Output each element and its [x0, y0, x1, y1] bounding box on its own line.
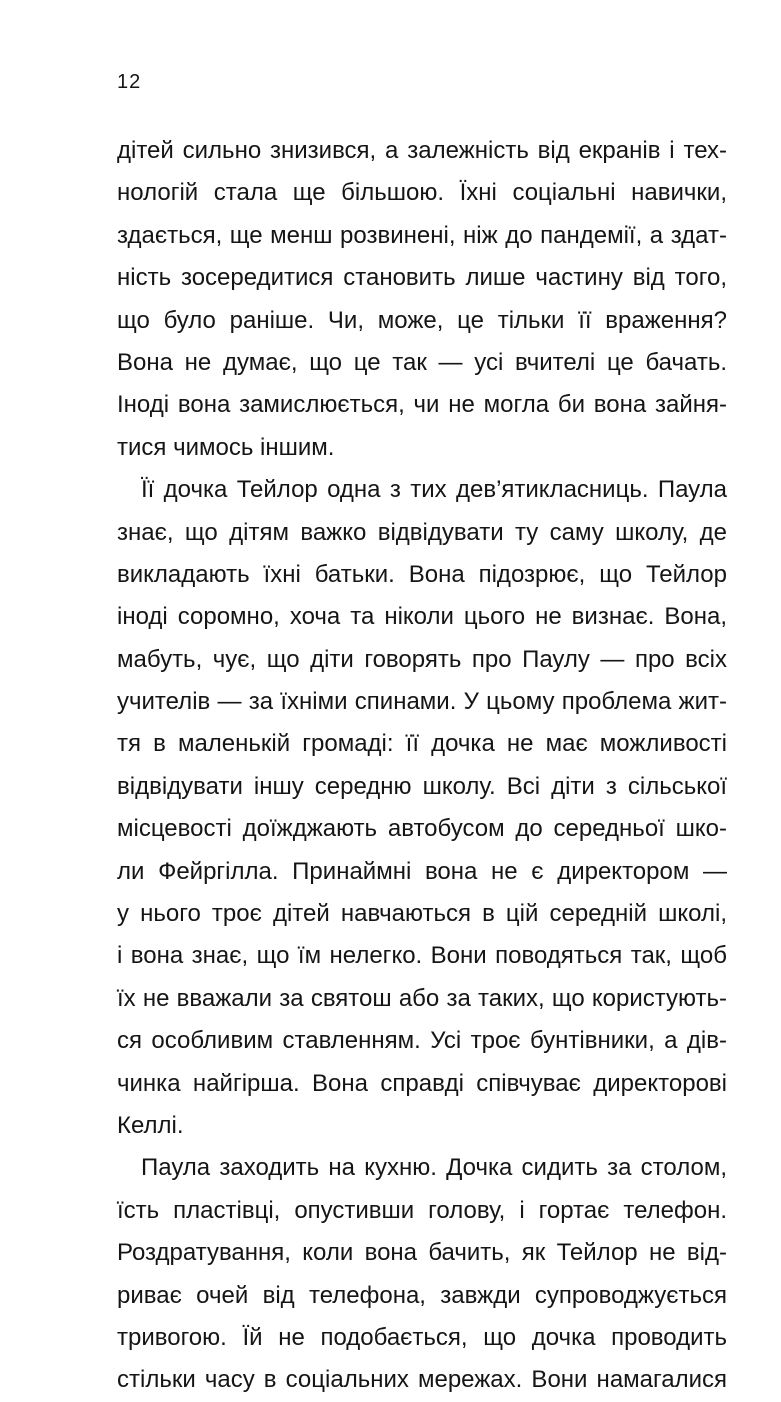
- text-line: нологій стала ще більшою. Їхні соціальні навички,: [117, 179, 727, 207]
- text-line: тривогою. Їй не подобається, що дочка проводить: [117, 1323, 727, 1351]
- text-line: іноді соромно, хоча та ніколи цього не визнає. Вона,: [117, 603, 727, 631]
- text-line: дітей сильно знизився, а залежність від екранів і тех-: [117, 137, 727, 164]
- text-line: тися чимось іншим.: [117, 433, 335, 461]
- paragraph-1: [117, 130, 727, 469]
- text-line: і вона знає, що їм нелегко. Вони поводяться так, щоб: [117, 942, 727, 970]
- text-line: Роздратування, коли вона бачить, як Тейлор не від-: [117, 1239, 727, 1267]
- text-line: знає, що дітям важко відвідувати ту саму школу, де: [117, 518, 727, 546]
- text-line: Вона не думає, що це так — усі вчителі це бачать.: [117, 348, 727, 376]
- text-line: здається, ще менш розвинені, ніж до пандемії, а здат-: [117, 221, 727, 249]
- text-line: риває очей від телефона, завжди супроводжується: [117, 1281, 727, 1309]
- body-text: [117, 130, 727, 1402]
- text-line: місцевості доїжджають автобусом до середньої шко-: [117, 815, 727, 843]
- text-line: у нього троє дітей навчаються в цій середній школі,: [117, 900, 727, 928]
- text-line: їсть пластівці, опустивши голову, і гортає телефон.: [117, 1196, 727, 1224]
- paragraph-2: [117, 469, 727, 1147]
- text-line: Іноді вона замислюється, чи не могла би вона зайня-: [117, 391, 727, 419]
- text-line: ність зосередитися становить лише частину від того,: [117, 264, 727, 292]
- text-line: ся особливим ставленням. Усі троє бунтівники, а дів-: [117, 1027, 727, 1055]
- text-line: що було раніше. Чи, може, це тільки її враження?: [117, 306, 727, 334]
- paragraph-3: [117, 1147, 727, 1401]
- text-line: мабуть, чує, що діти говорять про Паулу — про всіх: [117, 645, 727, 673]
- text-line: викладають їхні батьки. Вона підозрює, що Тейлор: [117, 560, 727, 588]
- text-line: Паула заходить на кухню. Дочка сидить за столом,: [141, 1154, 727, 1182]
- text-line: ли Фейргілла. Принаймні вона не є директором —: [117, 857, 727, 885]
- text-line: Келлі.: [117, 1111, 184, 1139]
- page-number: 12: [117, 71, 142, 93]
- text-line: тя в маленькій громаді: її дочка не має можливості: [117, 730, 727, 758]
- text-line: Її дочка Тейлор одна з тих дев’ятикласниць. Паула: [141, 476, 727, 504]
- text-line: відвідувати іншу середню школу. Всі діти з сільської: [117, 772, 727, 800]
- text-line: стільки часу в соціальних мережах. Вони намагалися: [117, 1366, 727, 1394]
- text-line: їх не вважали за святош або за таких, що користують-: [117, 984, 727, 1012]
- text-line: чинка найгірша. Вона справді співчуває директорові: [117, 1069, 727, 1097]
- text-line: учителів — за їхніми спинами. У цьому проблема жит-: [117, 688, 727, 716]
